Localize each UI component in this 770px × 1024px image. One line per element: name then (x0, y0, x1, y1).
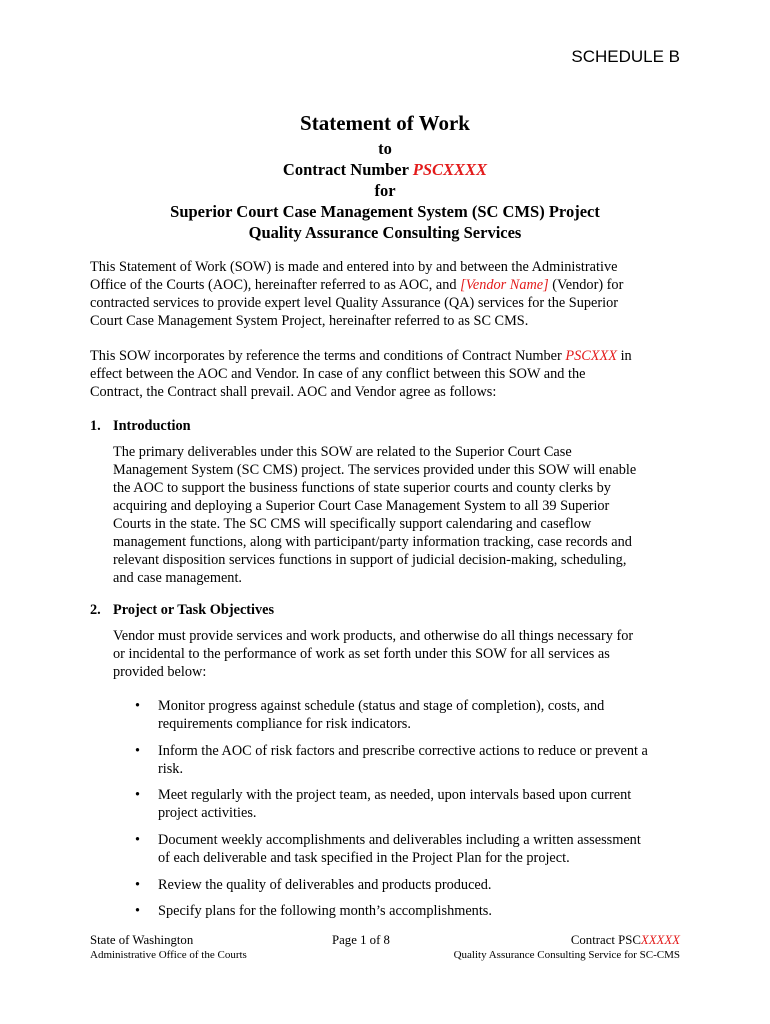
text-line: Courts in the state. The SC CMS will specifically support calendaring and caseflow (113, 516, 592, 532)
footer-document-title: Quality Assurance Consulting Service for SC-CMS (453, 949, 680, 961)
text-line: acquiring and deploying a Superior Court Case Management System to all 39 Superior (113, 498, 610, 514)
title-for: for (374, 181, 396, 200)
vendor-name-placeholder: [Vendor Name] (460, 277, 549, 293)
list-item (135, 831, 690, 867)
list-item (135, 902, 690, 920)
text-line: Court Case Management System Project, hereinafter referred to as SC CMS. (90, 313, 529, 329)
text-line: the AOC to support the business functions of state superior courts and county clerks by (113, 480, 611, 496)
list-item (135, 742, 690, 778)
text-line: or incidental to the performance of work as set forth under this SOW for all services as (113, 646, 610, 662)
text-line: Specify plans for the following month’s accomplishments. (158, 903, 492, 919)
contract-number-placeholder: PSCXXXX (412, 160, 488, 179)
text-line: The primary deliverables under this SOW are related to the Superior Court Case (113, 444, 572, 460)
text-line: risk. (158, 761, 184, 777)
section-number: 1. (90, 418, 101, 434)
text-span: Contract PSC (570, 933, 641, 947)
text-line (90, 276, 690, 294)
contract-number-placeholder: XXXXX (640, 933, 680, 947)
text-line: Management System (SC CMS) project. The services provided under this SOW will enable (113, 462, 637, 478)
section-1-body (113, 443, 690, 587)
contract-prefix: Contract Number (282, 160, 413, 179)
bullet-icon: • (135, 743, 141, 759)
text-line (90, 347, 690, 365)
document-title: Statement of Work (300, 111, 470, 135)
text-line: contracted services to provide expert level Quality Assurance (QA) services for the Superior (90, 295, 619, 311)
list-item (135, 697, 690, 733)
list-item (135, 876, 690, 894)
footer-row-1 (90, 933, 680, 949)
text-line: and case management. (113, 570, 243, 586)
bullet-icon: • (135, 787, 141, 803)
section-2-heading (90, 601, 274, 619)
document-title-block (0, 110, 770, 243)
text-line: provided below: (113, 664, 207, 680)
page-number: Page 1 of 8 (332, 933, 390, 947)
text-line: requirements compliance for risk indicators. (158, 716, 411, 732)
footer-row-2 (90, 949, 680, 965)
contract-number-placeholder: PSCXXX (565, 348, 617, 364)
schedule-label: SCHEDULE B (571, 47, 680, 66)
bullet-icon: • (135, 903, 141, 919)
text-span: Office of the Courts (AOC), hereinafter referred to as AOC, and (90, 277, 461, 293)
bullet-icon: • (135, 832, 141, 848)
text-line: Review the quality of deliverables and products produced. (158, 877, 492, 893)
text-line: This Statement of Work (SOW) is made and entered into by and between the Administrative (90, 259, 618, 275)
title-services: Quality Assurance Consulting Services (248, 223, 522, 242)
text-span: (Vendor) for (548, 277, 624, 293)
list-item (135, 786, 690, 822)
section-number: 2. (90, 602, 101, 618)
section-title: Introduction (113, 418, 191, 434)
footer-contract (571, 933, 680, 948)
title-contract-line (0, 159, 770, 180)
text-line: of each deliverable and task specified in the Project Plan for the project. (158, 850, 570, 866)
intro-paragraph-1 (90, 258, 690, 330)
footer-organization: State of Washington (90, 933, 194, 947)
section-2-body (113, 627, 690, 681)
text-line: relevant disposition services functions in support of judicial decision-making, scheduling, (113, 552, 627, 568)
section-1-heading (90, 417, 191, 435)
bullet-icon: • (135, 698, 141, 714)
text-line: project activities. (158, 805, 257, 821)
bullet-icon: • (135, 877, 141, 893)
text-line: Contract, the Contract shall prevail. AOC and Vendor agree as follows: (90, 384, 497, 400)
text-line: Document weekly accomplishments and deliverables including a written assessment (158, 832, 641, 848)
text-line: effect between the AOC and Vendor. In case of any conflict between this SOW and the (90, 366, 586, 382)
title-project: Superior Court Case Management System (SC CMS) Project (170, 202, 600, 221)
text-line: Inform the AOC of risk factors and prescribe corrective actions to reduce or prevent a (158, 743, 648, 759)
title-to: to (378, 139, 392, 158)
section-title: Project or Task Objectives (113, 602, 275, 618)
text-line: Meet regularly with the project team, as needed, upon intervals based upon current (158, 787, 632, 803)
text-line: Monitor progress against schedule (status and stage of completion), costs, and (158, 698, 605, 714)
text-span: in (617, 348, 632, 364)
text-line: management functions, along with participant/party information tracking, case records and (113, 534, 632, 550)
footer-office: Administrative Office of the Courts (90, 949, 247, 961)
text-line: Vendor must provide services and work products, and otherwise do all things necessary for (113, 628, 634, 644)
text-span: This SOW incorporates by reference the terms and conditions of Contract Number (90, 348, 566, 364)
intro-paragraph-2 (90, 347, 690, 401)
page-footer (90, 933, 680, 965)
